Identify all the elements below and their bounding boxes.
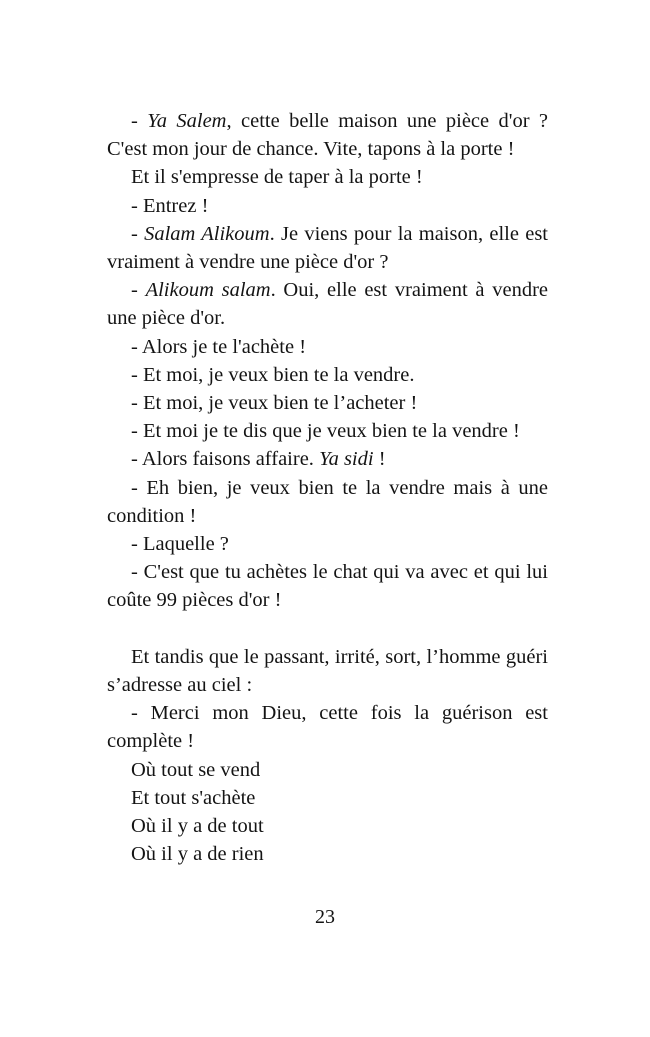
page-body (107, 107, 548, 868)
paragraph: Et il s'empresse de taper à la porte ! (131, 166, 423, 189)
verse-line: Où tout se vend (131, 758, 261, 781)
section-gap (107, 615, 548, 643)
verse-line: Et tout s'achète (131, 786, 256, 809)
paragraph: - Merci mon Dieu, cette fois la guérison est complète ! (107, 702, 548, 753)
paragraph: - Eh bien, je veux bien te la vendre mais à une condition ! (107, 476, 548, 527)
paragraph: Et tandis que le passant, irrité, sort, l’homme guéri s’adresse au ciel : (107, 645, 548, 697)
paragraph: - Et moi je te dis que je veux bien te la vendre ! (131, 420, 520, 443)
paragraph: - Alors je te l'achète ! (131, 335, 307, 358)
paragraph: - Et moi, je veux bien te l’acheter ! (131, 392, 418, 415)
paragraph: - Ya Salem, cette belle maison une pièce d'or ? C'est mon jour de chance. Vite, tapons à la porte ! (107, 110, 548, 161)
page-number: 23 (315, 906, 335, 928)
paragraph: - Laquelle ? (131, 533, 229, 556)
paragraph: - C'est que tu achètes le chat qui va avec et qui lui coûte 99 pièces d'or ! (107, 561, 548, 612)
paragraph: - Entrez ! (131, 194, 209, 217)
paragraph: - Alikoum salam. Oui, elle est vraiment à vendre une pièce d'or. (107, 279, 548, 330)
paragraph: - Et moi, je veux bien te la vendre. (131, 363, 415, 386)
paragraph: - Alors faisons affaire. Ya sidi ! (131, 448, 386, 471)
verse-line: Où il y a de tout (131, 815, 264, 838)
verse-line: Où il y a de rien (131, 843, 264, 866)
paragraph: - Salam Alikoum. Je viens pour la maison, elle est vraiment à vendre une pièce d'or ? (107, 222, 548, 274)
